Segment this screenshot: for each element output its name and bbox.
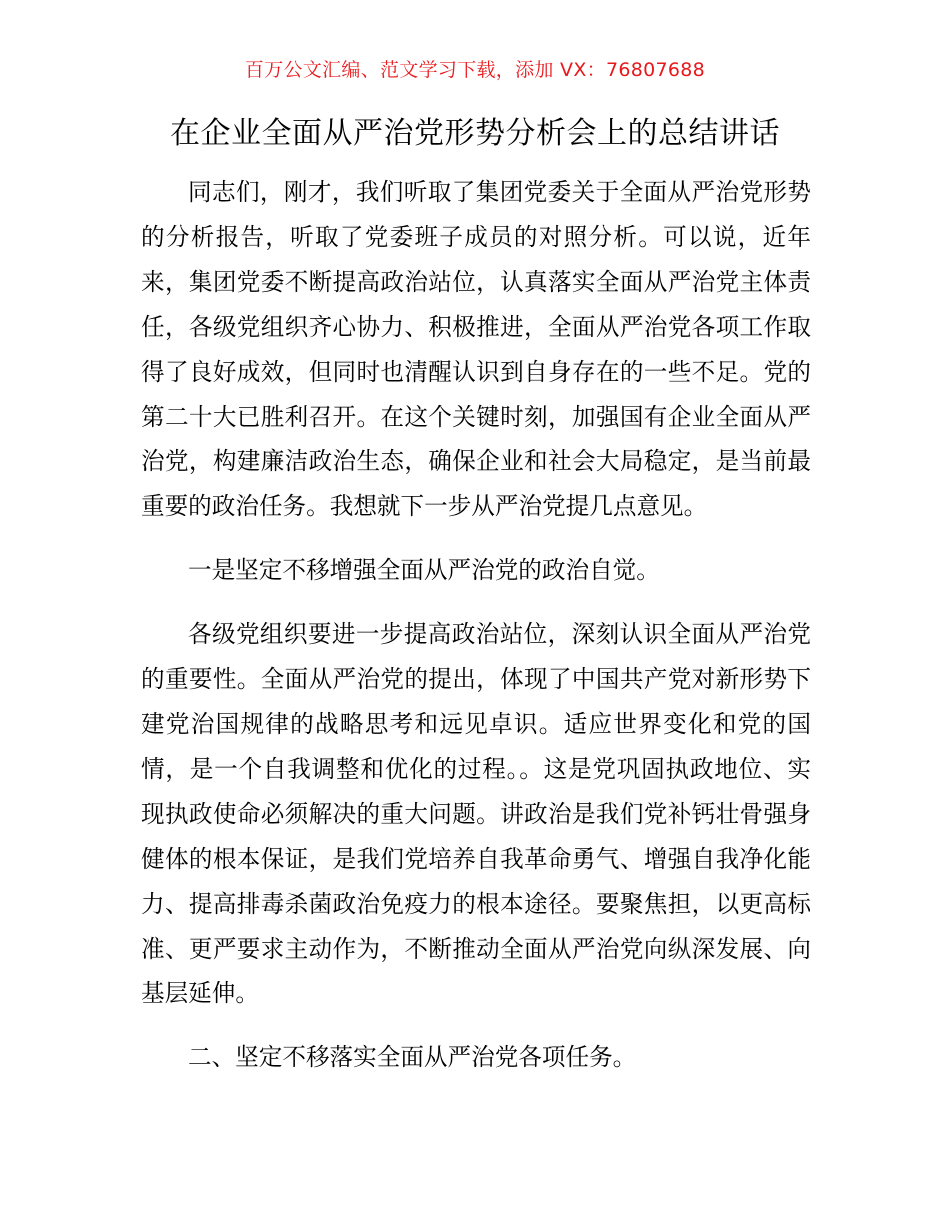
document-title: 在企业全面从严治党形势分析会上的总结讲话 bbox=[170, 116, 780, 151]
paragraph-section-one-heading: 一是坚定不移增强全面从严治党的政治自觉。 bbox=[188, 556, 660, 585]
document-body bbox=[141, 170, 811, 1099]
paragraph-section-two-heading: 二、坚定不移落实全面从严治党各项任务。 bbox=[188, 1043, 637, 1072]
paragraph-opening: 同志们，刚才，我们听取了集团党委关于全面从严治党形势的分析报告，听取了党委班子成员的对照分析。可以说，近年来，集团党委不断提高政治站位，认真落实全面从严治党主体责任，各级党组织齐心协力、积极推进，全面从严治党各项工作取得了良好成效，但同时也清醒认识到自身存在的一些不足。党的第二十大已胜利召开。在这个关键时刻，加强国有企业全面从严治党，构建廉洁政治生态，确保企业和社会大局稳定，是当前最重要的政治任务。我想就下一步从严治党提几点意见。 bbox=[141, 178, 811, 521]
header-notice: 百万公文汇编、范文学习下载，添加 VX：76807688 bbox=[244, 59, 706, 81]
paragraph-section-one-body: 各级党组织要进一步提高政治站位，深刻认识全面从严治党的重要性。全面从严治党的提出，体现了中国共产党对新形势下建党治国规律的战略思考和远见卓识。适应世界变化和党的国情，是一个自我调整和优化的过程。。这是党巩固执政地位、实现执政使命必须解决的重大问题。讲政治是我们党补钙壮骨强身健体的根本保证，是我们党培养自我革命勇气、增强自我净化能力、提高排毒杀菌政治免疫力的根本途径。要聚焦担，以更高标准、更严要求主动作为，不断推动全面从严治党向纵深发展、向基层延伸。 bbox=[141, 620, 811, 1008]
